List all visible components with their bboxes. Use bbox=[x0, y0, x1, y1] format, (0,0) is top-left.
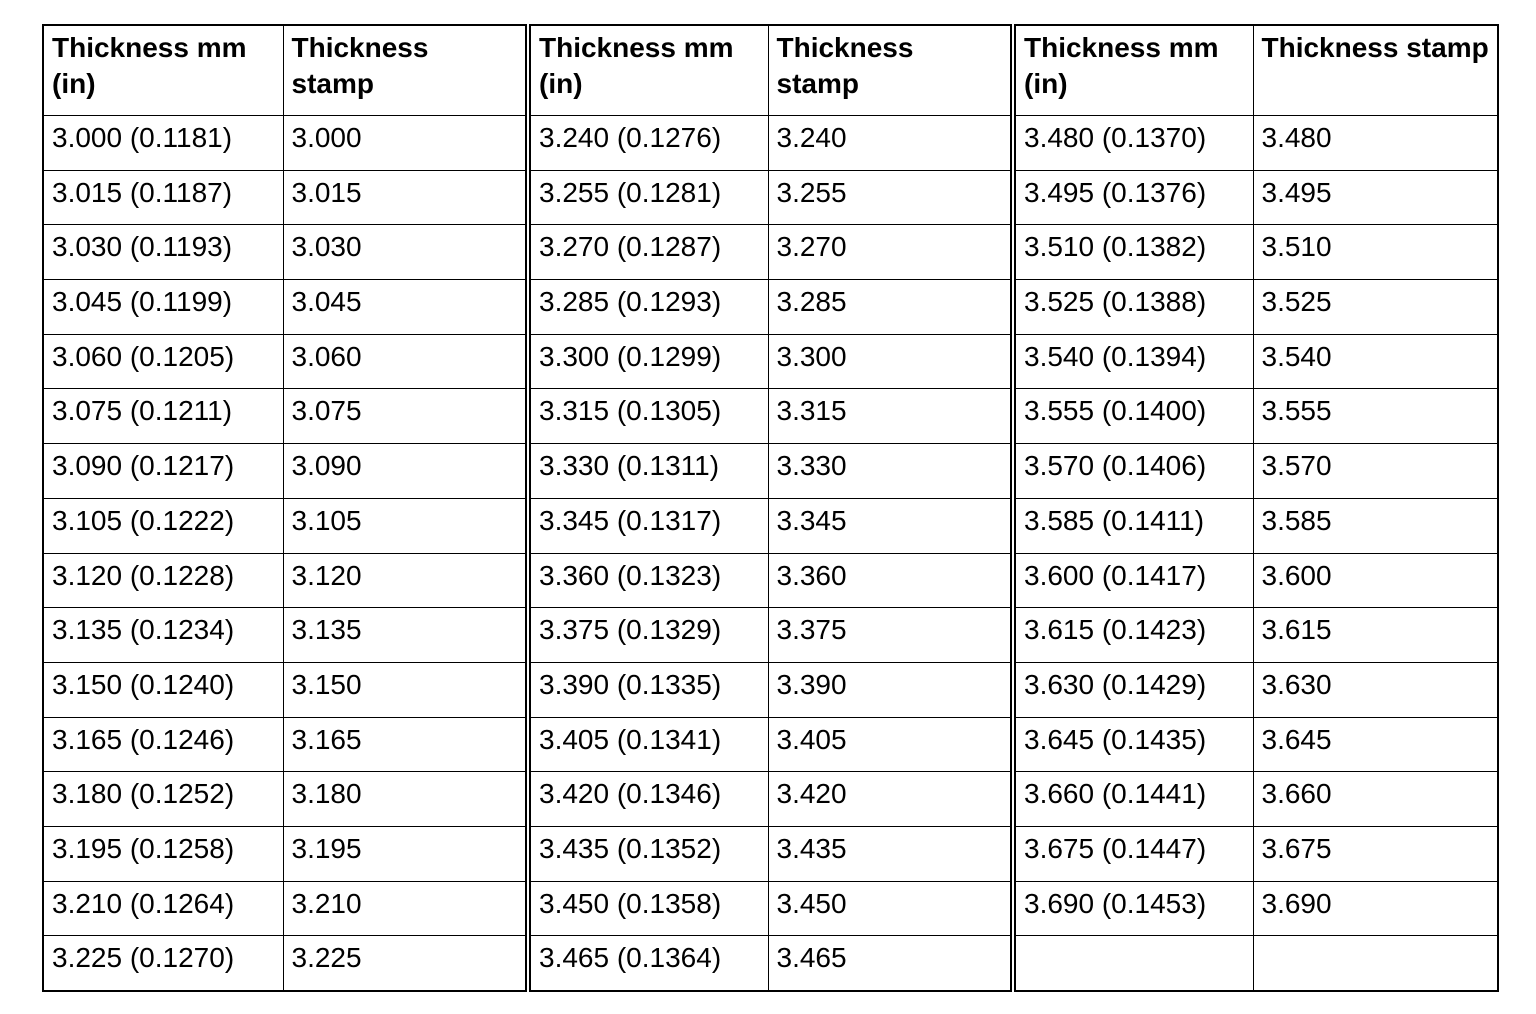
cell-thickness-stamp: 3.585 bbox=[1253, 498, 1498, 553]
cell-thickness-stamp: 3.615 bbox=[1253, 608, 1498, 663]
cell-thickness-mm: 3.690 (0.1453) bbox=[1013, 881, 1253, 936]
table-row bbox=[43, 662, 1498, 717]
cell-thickness-mm: 3.105 (0.1222) bbox=[43, 498, 283, 553]
cell-thickness-stamp: 3.600 bbox=[1253, 553, 1498, 608]
cell-thickness-stamp bbox=[1253, 936, 1498, 991]
cell-thickness-stamp: 3.525 bbox=[1253, 280, 1498, 335]
cell-thickness-mm: 3.555 (0.1400) bbox=[1013, 389, 1253, 444]
cell-thickness-stamp: 3.375 bbox=[768, 608, 1013, 663]
cell-thickness-stamp: 3.240 bbox=[768, 116, 1013, 171]
cell-thickness-mm: 3.195 (0.1258) bbox=[43, 826, 283, 881]
cell-thickness-stamp: 3.435 bbox=[768, 826, 1013, 881]
cell-thickness-stamp: 3.465 bbox=[768, 936, 1013, 991]
cell-thickness-stamp: 3.075 bbox=[283, 389, 528, 444]
cell-thickness-stamp: 3.660 bbox=[1253, 772, 1498, 827]
cell-thickness-mm: 3.000 (0.1181) bbox=[43, 116, 283, 171]
cell-thickness-stamp: 3.090 bbox=[283, 444, 528, 499]
cell-thickness-stamp: 3.210 bbox=[283, 881, 528, 936]
header-thickness-mm: Thickness mm (in) bbox=[528, 25, 768, 116]
cell-thickness-mm: 3.045 (0.1199) bbox=[43, 280, 283, 335]
cell-thickness-mm: 3.270 (0.1287) bbox=[528, 225, 768, 280]
cell-thickness-mm: 3.465 (0.1364) bbox=[528, 936, 768, 991]
cell-thickness-mm: 3.255 (0.1281) bbox=[528, 170, 768, 225]
cell-thickness-stamp: 3.060 bbox=[283, 334, 528, 389]
cell-thickness-mm: 3.345 (0.1317) bbox=[528, 498, 768, 553]
cell-thickness-mm: 3.240 (0.1276) bbox=[528, 116, 768, 171]
thickness-table bbox=[42, 24, 1499, 992]
cell-thickness-mm: 3.615 (0.1423) bbox=[1013, 608, 1253, 663]
cell-thickness-mm: 3.480 (0.1370) bbox=[1013, 116, 1253, 171]
cell-thickness-stamp: 3.000 bbox=[283, 116, 528, 171]
cell-thickness-stamp: 3.540 bbox=[1253, 334, 1498, 389]
cell-thickness-mm: 3.135 (0.1234) bbox=[43, 608, 283, 663]
table-row bbox=[43, 389, 1498, 444]
cell-thickness-stamp: 3.180 bbox=[283, 772, 528, 827]
cell-thickness-mm: 3.495 (0.1376) bbox=[1013, 170, 1253, 225]
cell-thickness-mm: 3.600 (0.1417) bbox=[1013, 553, 1253, 608]
cell-thickness-stamp: 3.150 bbox=[283, 662, 528, 717]
cell-thickness-mm: 3.435 (0.1352) bbox=[528, 826, 768, 881]
table-row bbox=[43, 881, 1498, 936]
cell-thickness-stamp: 3.360 bbox=[768, 553, 1013, 608]
cell-thickness-stamp: 3.630 bbox=[1253, 662, 1498, 717]
cell-thickness-stamp: 3.450 bbox=[768, 881, 1013, 936]
table-row bbox=[43, 225, 1498, 280]
cell-thickness-mm: 3.630 (0.1429) bbox=[1013, 662, 1253, 717]
cell-thickness-stamp: 3.420 bbox=[768, 772, 1013, 827]
header-thickness-mm: Thickness mm (in) bbox=[1013, 25, 1253, 116]
cell-thickness-mm: 3.585 (0.1411) bbox=[1013, 498, 1253, 553]
cell-thickness-stamp: 3.645 bbox=[1253, 717, 1498, 772]
cell-thickness-stamp: 3.570 bbox=[1253, 444, 1498, 499]
cell-thickness-stamp: 3.315 bbox=[768, 389, 1013, 444]
cell-thickness-stamp: 3.015 bbox=[283, 170, 528, 225]
cell-thickness-stamp: 3.690 bbox=[1253, 881, 1498, 936]
cell-thickness-mm: 3.540 (0.1394) bbox=[1013, 334, 1253, 389]
cell-thickness-mm: 3.150 (0.1240) bbox=[43, 662, 283, 717]
cell-thickness-mm: 3.660 (0.1441) bbox=[1013, 772, 1253, 827]
cell-thickness-mm: 3.075 (0.1211) bbox=[43, 389, 283, 444]
cell-thickness-mm: 3.645 (0.1435) bbox=[1013, 717, 1253, 772]
table-row bbox=[43, 116, 1498, 171]
cell-thickness-stamp: 3.270 bbox=[768, 225, 1013, 280]
cell-thickness-stamp: 3.285 bbox=[768, 280, 1013, 335]
cell-thickness-mm: 3.030 (0.1193) bbox=[43, 225, 283, 280]
cell-thickness-stamp: 3.225 bbox=[283, 936, 528, 991]
cell-thickness-mm: 3.225 (0.1270) bbox=[43, 936, 283, 991]
cell-thickness-stamp: 3.030 bbox=[283, 225, 528, 280]
cell-thickness-mm: 3.315 (0.1305) bbox=[528, 389, 768, 444]
cell-thickness-mm: 3.090 (0.1217) bbox=[43, 444, 283, 499]
cell-thickness-stamp: 3.300 bbox=[768, 334, 1013, 389]
cell-thickness-mm: 3.525 (0.1388) bbox=[1013, 280, 1253, 335]
cell-thickness-stamp: 3.165 bbox=[283, 717, 528, 772]
table-row bbox=[43, 608, 1498, 663]
cell-thickness-stamp: 3.555 bbox=[1253, 389, 1498, 444]
cell-thickness-mm: 3.165 (0.1246) bbox=[43, 717, 283, 772]
cell-thickness-stamp: 3.405 bbox=[768, 717, 1013, 772]
header-thickness-stamp: Thickness stamp bbox=[768, 25, 1013, 116]
cell-thickness-mm: 3.285 (0.1293) bbox=[528, 280, 768, 335]
table-row bbox=[43, 498, 1498, 553]
cell-thickness-stamp: 3.330 bbox=[768, 444, 1013, 499]
cell-thickness-mm: 3.210 (0.1264) bbox=[43, 881, 283, 936]
table-row bbox=[43, 553, 1498, 608]
table-row bbox=[43, 717, 1498, 772]
cell-thickness-mm: 3.330 (0.1311) bbox=[528, 444, 768, 499]
table-row bbox=[43, 444, 1498, 499]
cell-thickness-stamp: 3.495 bbox=[1253, 170, 1498, 225]
cell-thickness-mm: 3.405 (0.1341) bbox=[528, 717, 768, 772]
cell-thickness-stamp: 3.675 bbox=[1253, 826, 1498, 881]
cell-thickness-stamp: 3.255 bbox=[768, 170, 1013, 225]
cell-thickness-mm: 3.450 (0.1358) bbox=[528, 881, 768, 936]
table-row bbox=[43, 826, 1498, 881]
header-thickness-stamp: Thickness stamp bbox=[1253, 25, 1498, 116]
table-row bbox=[43, 280, 1498, 335]
cell-thickness-stamp: 3.105 bbox=[283, 498, 528, 553]
cell-thickness-mm: 3.570 (0.1406) bbox=[1013, 444, 1253, 499]
cell-thickness-mm: 3.360 (0.1323) bbox=[528, 553, 768, 608]
cell-thickness-mm: 3.420 (0.1346) bbox=[528, 772, 768, 827]
cell-thickness-mm: 3.510 (0.1382) bbox=[1013, 225, 1253, 280]
cell-thickness-mm: 3.375 (0.1329) bbox=[528, 608, 768, 663]
table-row bbox=[43, 170, 1498, 225]
cell-thickness-stamp: 3.120 bbox=[283, 553, 528, 608]
cell-thickness-mm: 3.675 (0.1447) bbox=[1013, 826, 1253, 881]
cell-thickness-mm: 3.015 (0.1187) bbox=[43, 170, 283, 225]
cell-thickness-stamp: 3.480 bbox=[1253, 116, 1498, 171]
cell-thickness-stamp: 3.045 bbox=[283, 280, 528, 335]
cell-thickness-mm bbox=[1013, 936, 1253, 991]
cell-thickness-stamp: 3.345 bbox=[768, 498, 1013, 553]
table-row bbox=[43, 936, 1498, 991]
cell-thickness-mm: 3.120 (0.1228) bbox=[43, 553, 283, 608]
cell-thickness-mm: 3.390 (0.1335) bbox=[528, 662, 768, 717]
cell-thickness-stamp: 3.135 bbox=[283, 608, 528, 663]
cell-thickness-mm: 3.300 (0.1299) bbox=[528, 334, 768, 389]
header-thickness-mm: Thickness mm (in) bbox=[43, 25, 283, 116]
cell-thickness-mm: 3.180 (0.1252) bbox=[43, 772, 283, 827]
header-thickness-stamp: Thickness stamp bbox=[283, 25, 528, 116]
table-body bbox=[43, 116, 1498, 992]
cell-thickness-stamp: 3.390 bbox=[768, 662, 1013, 717]
table-row bbox=[43, 334, 1498, 389]
cell-thickness-stamp: 3.510 bbox=[1253, 225, 1498, 280]
cell-thickness-stamp: 3.195 bbox=[283, 826, 528, 881]
header-row bbox=[43, 25, 1498, 116]
table-row bbox=[43, 772, 1498, 827]
cell-thickness-mm: 3.060 (0.1205) bbox=[43, 334, 283, 389]
